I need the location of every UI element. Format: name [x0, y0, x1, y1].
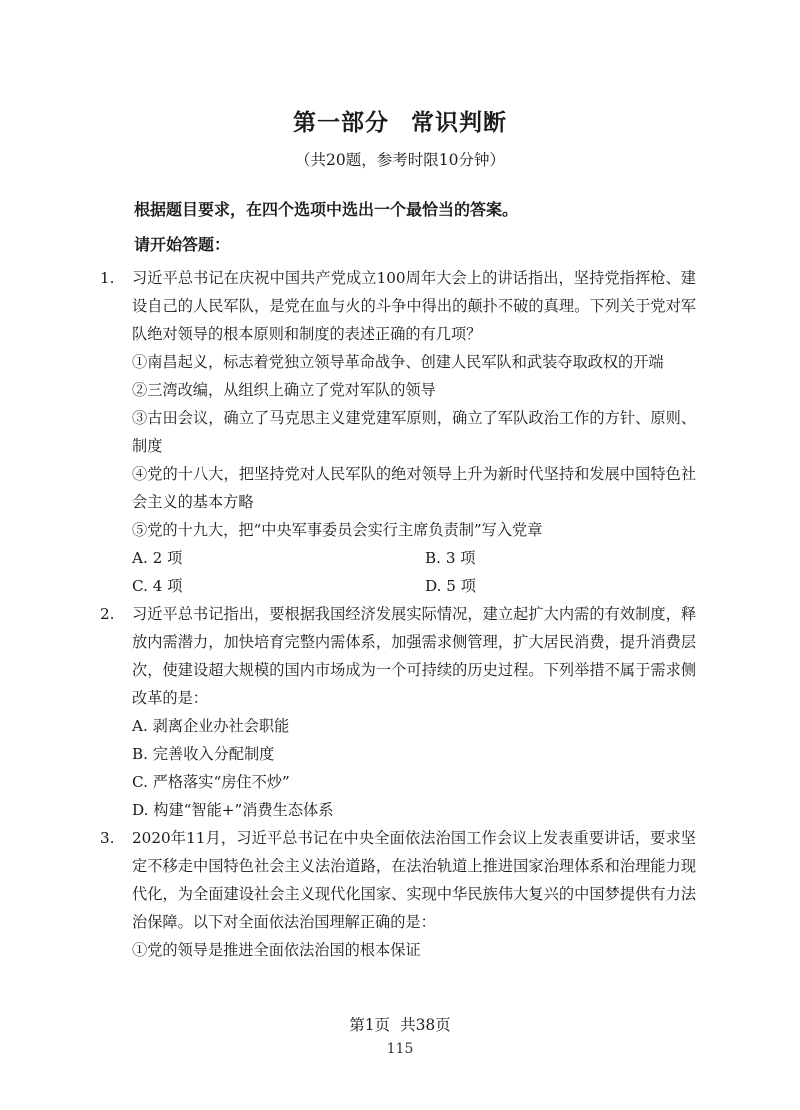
- section-title-name: 常识判断: [411, 110, 507, 136]
- section-title-part: 第一部分: [293, 110, 389, 136]
- option-c: C. 4 项: [132, 577, 183, 595]
- question-number: 1.: [100, 269, 115, 287]
- option-grid: [132, 544, 696, 600]
- question-3: [100, 824, 696, 964]
- question-stem: 习近平总书记在庆祝中国共产党成立100周年大会上的讲话指出，坚持党指挥枪、建设自己的人民军队，是党在血与火的斗争中得出的颠扑不破的真理。下列关于党对军队绝对领导的根本原则和制度的表述正确的有几项？: [132, 269, 696, 343]
- page-number: 115: [386, 1041, 414, 1057]
- page-footer: [0, 1013, 800, 1035]
- option-c: C. 严格落实“房住不炒”: [132, 773, 290, 791]
- option-d: D. 构建“智能+”消费生态体系: [132, 801, 334, 819]
- question-1: [100, 264, 696, 600]
- question-stem: 2020年11月，习近平总书记在中央全面依法治国工作会议上发表重要讲话，要求坚定不移走中国特色社会主义法治道路，在法治轨道上推进国家治理体系和治理能力现代化，为全面建设社会主义现代化国家、实现中华民族伟大复兴的中国梦提供有力法治保障。以下对全面依法治国理解正确的是：: [132, 829, 696, 931]
- option-b: B. 3 项: [425, 549, 476, 567]
- statement: ①党的领导是推进全面依法治国的根本保证: [132, 941, 421, 959]
- section-subtitle: （共20题，参考时限10分钟）: [295, 151, 505, 169]
- section-title: [0, 104, 800, 137]
- statement: ②三湾改编，从组织上确立了党对军队的领导: [132, 381, 436, 399]
- question-stem: 习近平总书记指出，要根据我国经济发展实际情况，建立起扩大内需的有效制度，释放内需潜力，加快培育完整内需体系，加强需求侧管理，扩大居民消费，提升消费层次，使建设超大规模的国内市场成为一个可持续的历史过程。下列举措不属于需求侧改革的是：: [132, 605, 696, 707]
- total-pages-label: 共38页: [400, 1016, 451, 1034]
- option-a: A. 2 项: [132, 549, 183, 567]
- question-2: [100, 600, 696, 824]
- instruction-text: 根据题目要求，在四个选项中选出一个最恰当的答案。: [134, 200, 519, 219]
- option-d: D. 5 项: [425, 577, 476, 595]
- page-label: 第1页: [349, 1016, 391, 1034]
- statement: ⑤党的十九大，把“中央军事委员会实行主席负责制”写入党章: [132, 521, 543, 539]
- statement: ①南昌起义，标志着党独立领导革命战争、创建人民军队和武装夺取政权的开端: [132, 353, 664, 371]
- statement: ④党的十八大，把坚持党对人民军队的绝对领导上升为新时代坚持和发展中国特色社会主义的基本方略: [132, 465, 696, 511]
- start-prompt: 请开始答题：: [134, 235, 231, 254]
- statement: ③古田会议，确立了马克思主义建党建军原则，确立了军队政治工作的方针、原则、制度: [132, 409, 696, 455]
- question-number: 2.: [100, 605, 115, 623]
- option-a: A. 剥离企业办社会职能: [132, 717, 290, 735]
- question-number: 3.: [100, 829, 115, 847]
- question-list: [100, 264, 696, 964]
- option-b: B. 完善收入分配制度: [132, 745, 275, 763]
